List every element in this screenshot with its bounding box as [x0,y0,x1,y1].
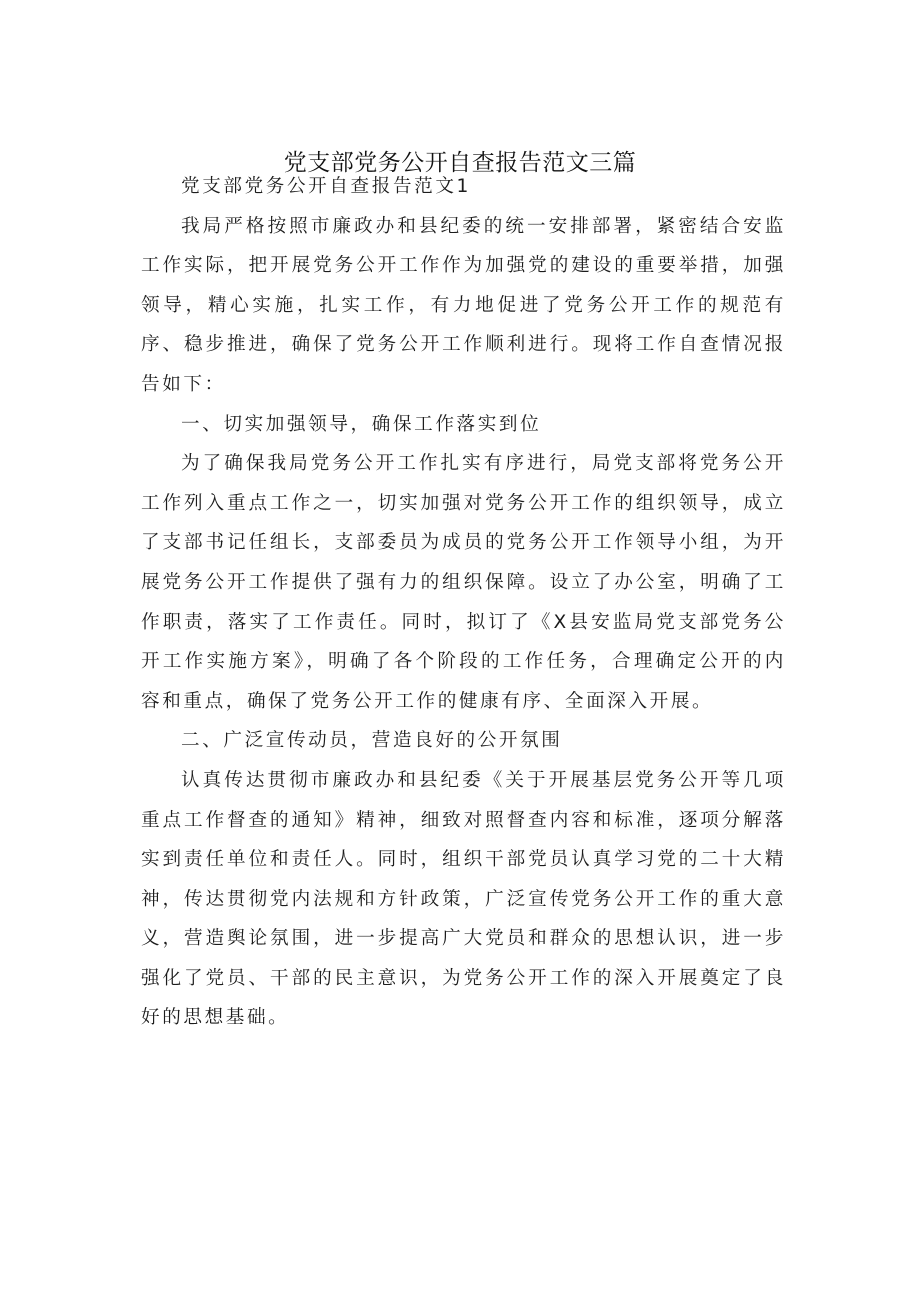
section-heading-2: 二、广泛宣传动员，营造良好的公开氛围 [181,730,563,752]
section-heading-1: 一、切实加强领导，确保工作落实到位 [181,413,542,435]
section-paragraph-1: 为了确保我局党务公开工作扎实有序进行，局党支部将党务公开工作列入重点工作之一，切实加强对党务公开工作的组织领导，成立了支部书记任组长，支部委员为成员的党务公开工作领导小组，为开展党务公开工作提供了强有力的组织保障。设立了办公室，明确了工作职责，落实了工作责任。同时，拟订了《X县安监局党支部党务公开工作实施方案》，明确了各个阶段的工作任务，合理确定公开的内容和重点，确保了党务公开工作的健康有序、全面深入开展。 [141,453,786,712]
section-paragraph-2: 认真传达贯彻市廉政办和县纪委《关于开展基层党务公开等几项重点工作督查的通知》精神，细致对照督查内容和标准，逐项分解落实到责任单位和责任人。同时，组织干部党员认真学习党的二十大精神，传达贯彻党内法规和方针政策，广泛宣传党务公开工作的重大意义，营造舆论氛围，进一步提高广大党员和群众的思想认识，进一步强化了党员、干部的民主意识，为党务公开工作的深入开展奠定了良好的思想基础。 [141,769,786,1029]
document-title: 党支部党务公开自查报告范文三篇 [283,150,637,176]
document-body [141,167,786,1038]
intro-paragraph: 我局严格按照市廉政办和县纪委的统一安排部署，紧密结合安监工作实际，把开展党务公开工作作为加强党的建设的重要举措，加强领导，精心实施，扎实工作，有力地促进了党务公开工作的规范有序、稳步推进，确保了党务公开工作顺利进行。现将工作自查情况报告如下： [141,215,786,395]
section-subtitle: 党支部党务公开自查报告范文1 [181,176,471,197]
